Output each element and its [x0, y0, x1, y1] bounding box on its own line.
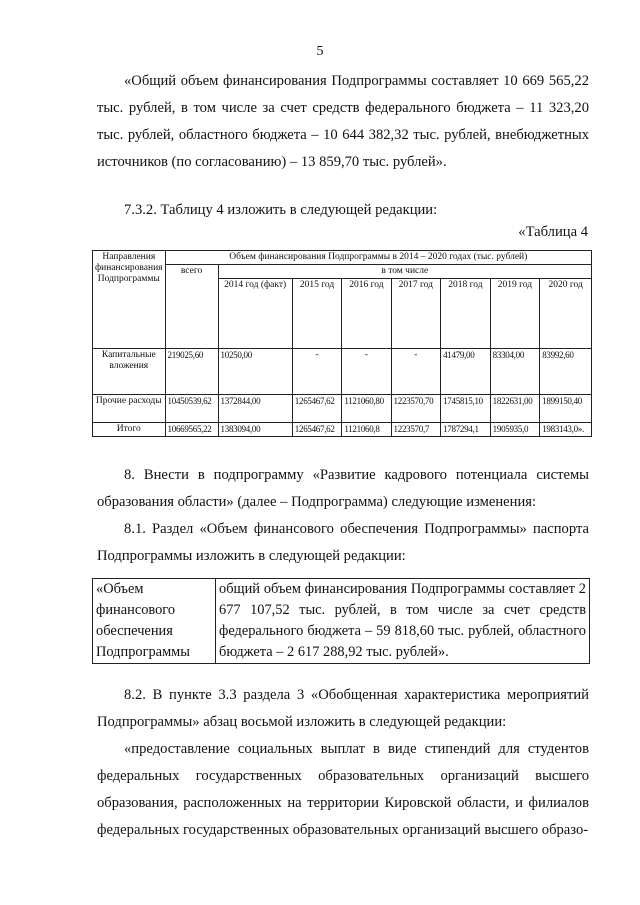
paragraph-scholarships: «предоставление социальных выплат в виде стипендий для студентов федеральных государственных образовательных организаций высшего образования, расположенных на территории Кировской области, и филиалов федеральных государственных образовательных организаций высшего образо-: [97, 741, 589, 838]
cell-value: 1787294,1: [441, 423, 491, 437]
table-row: [93, 395, 592, 423]
cell-value: -: [342, 349, 391, 395]
cell-value: 10250,00: [218, 349, 292, 395]
header-year: 2018 год: [441, 279, 491, 349]
cell-value: 1383094,00: [218, 423, 292, 437]
header-total: всего: [165, 265, 218, 349]
cell-value: -: [292, 349, 342, 395]
header-year: 2020 год: [540, 279, 592, 349]
financing-table: [92, 250, 592, 437]
table-row: [93, 349, 592, 395]
paragraph-passport-section: 8.1. Раздел «Объем финансового обеспечения Подпрограммы» паспорта Подпрограммы изложить в следующей редакции:: [97, 521, 589, 564]
cell-value: 1822631,00: [490, 395, 540, 423]
cell-value: -: [391, 349, 441, 395]
cell-value: 1121060,8: [342, 423, 391, 437]
cell-value: 83992,60: [540, 349, 592, 395]
table-caption: «Таблица 4: [518, 224, 588, 240]
cell-value: 1372844,00: [218, 395, 292, 423]
cell-value: 1745815,10: [441, 395, 491, 423]
header-year: 2015 год: [292, 279, 342, 349]
passport-label: «Объем финансового обеспечения Подпрограммы: [93, 579, 216, 664]
cell-value: 1983143,0».: [540, 423, 592, 437]
header-year: 2017 год: [391, 279, 441, 349]
paragraph-table-instruction: 7.3.2. Таблицу 4 изложить в следующей редакции:: [124, 202, 438, 218]
page-number: 5: [316, 44, 324, 59]
header-year: 2014 год (факт): [218, 279, 292, 349]
cell-value: 1121060,80: [342, 395, 391, 423]
header-subgroup: в том числе: [218, 265, 591, 279]
header-year: 2019 год: [490, 279, 540, 349]
row-label: Капитальные вложения: [93, 349, 166, 395]
cell-value: 1223570,7: [391, 423, 441, 437]
passport-text: общий объем финансирования Подпрограммы составляет 2 677 107,52 тыс. рублей, в том числе за счет средств федерального бюджета – 59 818,60 тыс. рублей, областного бюджета – 2 617 288,92 тыс. рублей».: [216, 579, 590, 664]
row-total: 10669565,22: [165, 423, 218, 437]
row-label: Прочие расходы: [93, 395, 166, 423]
header-direction: Направления финансирования Подпрограммы: [93, 251, 166, 349]
paragraph-amend-subprogram: 8. Внести в подпрограмму «Развитие кадрового потенциала системы образования области» (далее – Подпрограмма) следующие изменения:: [97, 467, 589, 510]
row-total: 219025,60: [165, 349, 218, 395]
row-label: Итого: [93, 423, 166, 437]
header-group: Объем финансирования Подпрограммы в 2014 – 2020 годах (тыс. рублей): [165, 251, 591, 265]
cell-value: 41479,00: [441, 349, 491, 395]
cell-value: 1905935,0: [490, 423, 540, 437]
cell-value: 83304,00: [490, 349, 540, 395]
paragraph-financing-total: «Общий объем финансирования Подпрограммы составляет 10 669 565,22 тыс. рублей, в том числе за счет средств федерального бюджета – 11 323,20 тыс. рублей, областного бюджета – 10 644 382,32 тыс. рублей, внебюджетных источников (по согласованию) – 13 859,70 тыс. рублей».: [97, 73, 589, 170]
table-row: [93, 423, 592, 437]
cell-value: 1899150,40: [540, 395, 592, 423]
row-total: 10450539,62: [165, 395, 218, 423]
cell-value: 1223570,70: [391, 395, 441, 423]
passport-table: [92, 578, 590, 664]
header-year: 2016 год: [342, 279, 391, 349]
cell-value: 1265467,62: [292, 395, 342, 423]
paragraph-section-3-3: 8.2. В пункте 3.3 раздела 3 «Обобщенная характеристика мероприятий Подпрограммы» абзац восьмой изложить в следующей редакции:: [97, 687, 589, 730]
cell-value: 1265467,62: [292, 423, 342, 437]
